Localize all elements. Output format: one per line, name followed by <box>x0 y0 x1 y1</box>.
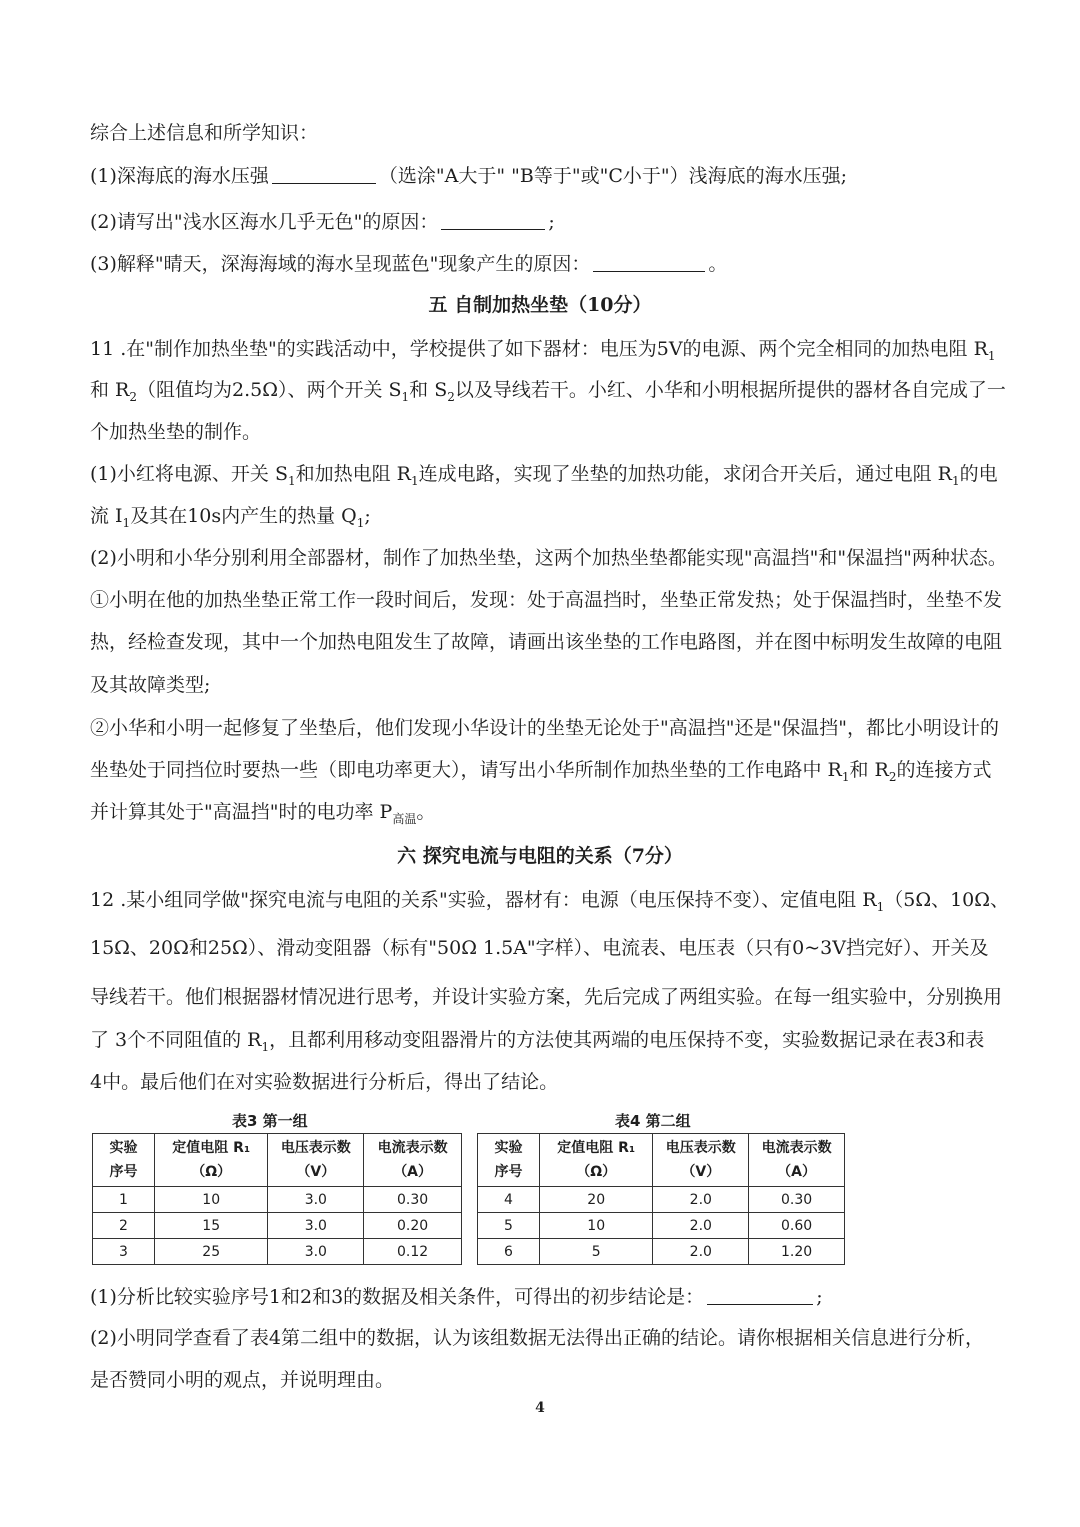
section6-heading: 六 探究电流与电阻的关系（7分） <box>397 845 683 867</box>
s5-line9: 及其故障类型; <box>90 674 211 696</box>
s5-text: 的连接方式 <box>896 759 992 781</box>
summary-q1-text-b: （选涂"A大于" "B等于"或"C小于"）浅海底的海水压强; <box>378 165 848 187</box>
col-header-voltage <box>653 1134 749 1187</box>
cell-voltage: 3.0 <box>268 1239 364 1265</box>
cell-resistance: 10 <box>154 1187 267 1213</box>
cell-seq: 3 <box>93 1239 155 1265</box>
s5-text: （阻值均为2.5Ω）、两个开关 S <box>137 379 402 401</box>
s6-q2-line2: 是否赞同小明的观点，并说明理由。 <box>90 1369 395 1391</box>
s6-text: (1)分析比较实验序号1和2和3的数据及相关条件，可得出的初步结论是： <box>90 1286 705 1308</box>
header-text: （A） <box>777 1164 817 1180</box>
header-text: （Ω） <box>191 1164 232 1180</box>
answer-blank[interactable] <box>441 211 545 230</box>
cell-current: 0.60 <box>749 1213 845 1239</box>
s5-line1 <box>90 336 996 362</box>
s5-text: 和 S <box>409 379 448 401</box>
summary-intro: 综合上述信息和所学知识： <box>90 122 319 144</box>
s6-text: ; <box>816 1286 823 1308</box>
cell-resistance: 10 <box>539 1213 652 1239</box>
answer-blank[interactable] <box>593 253 705 272</box>
s6-q2-line1: (2)小明同学查看了表4第二组中的数据，认为该组数据无法得出正确的结论。请你根据相关信息进行分析， <box>90 1327 985 1349</box>
cell-current: 1.20 <box>749 1239 845 1265</box>
s5-line10: ②小华和小明一起修复了坐垫后，他们发现小华设计的坐垫无论处于"高温挡"还是"保温挡"，都比小明设计的 <box>90 717 999 739</box>
col-header-resistance <box>154 1134 267 1187</box>
header-text: 电流表示数 <box>761 1140 832 1156</box>
summary-q3 <box>90 251 727 277</box>
table-row <box>93 1239 462 1265</box>
summary-q2-text-a: (2)请写出"浅水区海水几乎无色"的原因： <box>90 211 439 233</box>
s5-text: ; <box>364 505 371 527</box>
cell-current: 0.30 <box>749 1187 845 1213</box>
subscript: 1 <box>410 473 419 488</box>
header-text: 实验 <box>494 1140 523 1156</box>
s5-text: 并计算其处于"高温挡"时的电功率 P <box>90 801 393 823</box>
s5-text: 及其在10s内产生的热量 Q <box>130 505 357 527</box>
s5-text: 和 R <box>90 379 130 401</box>
table4 <box>477 1133 845 1265</box>
subscript: 2 <box>447 389 455 404</box>
summary-q1-text-a: (1)深海底的海水压强 <box>90 165 269 187</box>
cell-seq: 1 <box>93 1187 155 1213</box>
cell-current: 0.30 <box>364 1187 462 1213</box>
section5-heading: 五 自制加热坐垫（10分） <box>428 294 652 316</box>
s6-line5: 4中。最后他们在对实验数据进行分析后，得出了结论。 <box>90 1071 559 1093</box>
answer-blank[interactable] <box>707 1286 813 1305</box>
col-header-current <box>364 1134 462 1187</box>
s5-line5 <box>90 503 371 529</box>
table-row <box>478 1213 845 1239</box>
header-text: 电压表示数 <box>665 1140 736 1156</box>
subscript: 1 <box>287 473 296 488</box>
header-text: 电压表示数 <box>280 1140 351 1156</box>
subscript: 2 <box>129 389 137 404</box>
subscript: 1 <box>987 348 996 363</box>
table3 <box>92 1133 462 1265</box>
table4-caption: 表4 第二组 <box>615 1112 691 1130</box>
col-header-seq <box>478 1134 540 1187</box>
table3-caption: 表3 第一组 <box>232 1112 308 1130</box>
s5-line3: 个加热坐垫的制作。 <box>90 421 262 443</box>
subscript: 2 <box>888 769 897 784</box>
cell-resistance: 25 <box>154 1239 267 1265</box>
header-text: （A） <box>393 1164 433 1180</box>
cell-current: 0.12 <box>364 1239 462 1265</box>
cell-resistance: 20 <box>539 1187 652 1213</box>
s6-line2: 15Ω、20Ω和25Ω）、滑动变阻器（标有"50Ω 1.5A"字样）、电流表、电压表（只有0~3V挡完好）、开关及 <box>90 937 989 959</box>
header-text: 定值电阻 R₁ <box>557 1140 636 1156</box>
col-header-resistance <box>539 1134 652 1187</box>
s6-text: 了 3个不同阻值的 R <box>90 1029 262 1051</box>
table-row <box>478 1187 845 1213</box>
cell-voltage: 2.0 <box>653 1187 749 1213</box>
cell-voltage: 3.0 <box>268 1213 364 1239</box>
summary-q2-text-b: ; <box>548 211 555 233</box>
subscript: 1 <box>841 769 850 784</box>
summary-q2 <box>90 209 555 235</box>
s5-text: 和加热电阻 R <box>295 463 411 485</box>
s6-q1 <box>90 1284 823 1310</box>
cell-seq: 2 <box>93 1213 155 1239</box>
header-text: 实验 <box>109 1140 138 1156</box>
table-row <box>93 1187 462 1213</box>
table-row <box>478 1239 845 1265</box>
s5-text: (1)小红将电源、开关 S <box>90 463 288 485</box>
header-text: （V） <box>681 1164 721 1180</box>
cell-voltage: 2.0 <box>653 1213 749 1239</box>
s6-text: 12 .某小组同学做"探究电流与电阻的关系"实验，器材有：电源（电压保持不变）、定值电阻 R <box>90 889 877 911</box>
subscript: 1 <box>122 515 131 530</box>
subscript: 1 <box>356 515 365 530</box>
s5-text: 。 <box>416 801 436 823</box>
header-text: 定值电阻 R₁ <box>172 1140 251 1156</box>
s5-text: 以及导线若干。小红、小华和小明根据所提供的器材各自完成了一 <box>454 379 1006 401</box>
cell-current: 0.20 <box>364 1213 462 1239</box>
subscript: 高温 <box>392 811 417 826</box>
table-header-row <box>478 1134 845 1187</box>
s5-line2 <box>90 377 1006 403</box>
s6-line1 <box>90 887 1009 913</box>
cell-resistance: 5 <box>539 1239 652 1265</box>
cell-seq: 4 <box>478 1187 540 1213</box>
s5-text: 流 I <box>90 505 123 527</box>
header-text: 电流表示数 <box>377 1140 448 1156</box>
table-header-row <box>93 1134 462 1187</box>
summary-q3-text-a: (3)解释"晴天，深海海域的海水呈现蓝色"现象产生的原因： <box>90 253 591 275</box>
s5-line12 <box>90 799 435 825</box>
subscript: 1 <box>951 473 960 488</box>
s5-line8: 热，经检查发现，其中一个加热电阻发生了故障，请画出该坐垫的工作电路图，并在图中标明发生故障的电阻 <box>90 631 1003 653</box>
s5-text: 连成电路，实现了坐垫的加热功能，求闭合开关后，通过电阻 R <box>418 463 952 485</box>
header-text: （V） <box>296 1164 336 1180</box>
summary-q3-text-b: 。 <box>708 253 728 275</box>
s5-text: 11 .在"制作加热坐垫"的实践活动中，学校提供了如下器材：电压为5V的电源、两个完全相同的加热电阻 R <box>90 338 988 360</box>
subscript: 1 <box>401 389 410 404</box>
page-number: 4 <box>535 1400 545 1416</box>
col-header-voltage <box>268 1134 364 1187</box>
cell-voltage: 2.0 <box>653 1239 749 1265</box>
subscript: 1 <box>876 899 885 914</box>
s6-text: （5Ω、10Ω、 <box>884 889 1010 911</box>
col-header-seq <box>93 1134 155 1187</box>
cell-voltage: 3.0 <box>268 1187 364 1213</box>
s5-line7: ①小明在他的加热坐垫正常工作一段时间后，发现：处于高温挡时，坐垫正常发热；处于保温挡时，坐垫不发 <box>90 589 1003 611</box>
s5-text: 坐垫处于同挡位时要热一些（即电功率更大），请写出小华所制作加热坐垫的工作电路中 R <box>90 759 842 781</box>
s6-text: ，且都利用移动变阻器滑片的方法使其两端的电压保持不变，实验数据记录在表3和表 <box>269 1029 985 1051</box>
summary-q1 <box>90 163 847 189</box>
header-text: （Ω） <box>576 1164 617 1180</box>
answer-blank[interactable] <box>272 165 376 184</box>
s6-line4 <box>90 1027 984 1053</box>
s6-line3: 导线若干。他们根据器材情况进行思考，并设计实验方案，先后完成了两组实验。在每一组实验中，分别换用 <box>90 986 1003 1008</box>
s5-line6: (2)小明和小华分别利用全部器材，制作了加热坐垫，这两个加热坐垫都能实现"高温挡"和"保温挡"两种状态。 <box>90 547 1007 569</box>
col-header-current <box>749 1134 845 1187</box>
table-row <box>93 1213 462 1239</box>
s5-line4 <box>90 461 998 487</box>
cell-seq: 5 <box>478 1213 540 1239</box>
cell-resistance: 15 <box>154 1213 267 1239</box>
cell-seq: 6 <box>478 1239 540 1265</box>
s5-text: 的电 <box>959 463 998 485</box>
s5-text: 和 R <box>849 759 889 781</box>
header-text: 序号 <box>494 1164 523 1180</box>
s5-line11 <box>90 757 992 783</box>
subscript: 1 <box>261 1039 270 1054</box>
header-text: 序号 <box>109 1164 138 1180</box>
